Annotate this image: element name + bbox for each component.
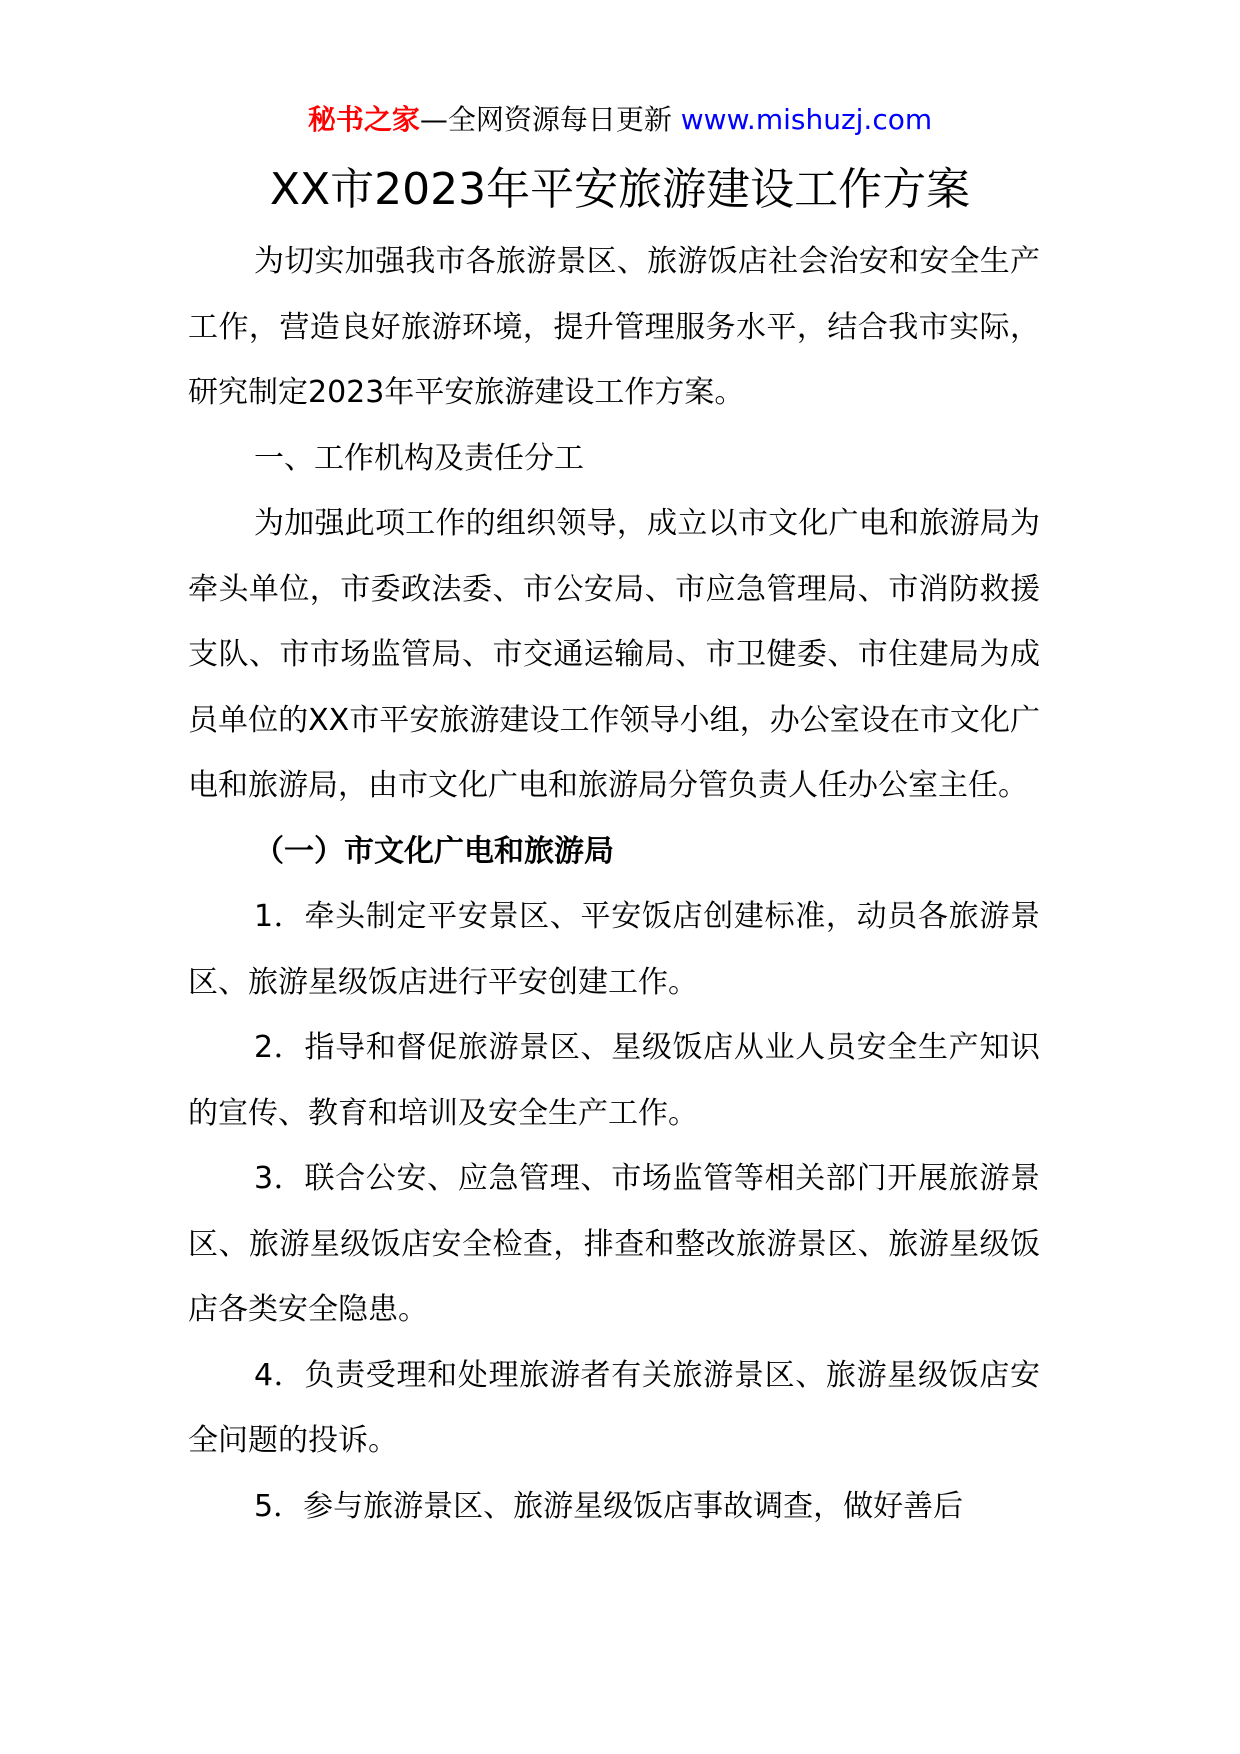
header-slogan: —全网资源每日更新	[419, 103, 681, 136]
section-1-paragraph: 为加强此项工作的组织领导，成立以市文化广电和旅游局为牵头单位，市委政法委、市公安局、市应急管理局、市消防救援支队、市市场监管局、市交通运输局、市卫健委、市住建局为成员单位的XX市平安旅游建设工作领导小组，办公室设在市文化广电和旅游局，由市文化广电和旅游局分管负责人任办公室主任。	[188, 506, 1040, 803]
site-url-link[interactable]: www.mishuzj.com	[680, 103, 933, 136]
list-item: 3．联合公安、应急管理、市场监管等相关部门开展旅游景区、旅游星级饭店安全检查，排查和整改旅游景区、旅游星级饭店各类安全隐患。	[188, 1161, 1040, 1327]
intro-paragraph: 为切实加强我市各旅游景区、旅游饭店社会治安和安全生产工作，营造良好旅游环境，提升管理服务水平，结合我市实际，研究制定2023年平安旅游建设工作方案。	[188, 244, 1040, 410]
section-heading-1: 一、工作机构及责任分工	[254, 440, 584, 476]
site-header	[0, 100, 1240, 140]
list-item: 4．负责受理和处理旅游者有关旅游景区、旅游星级饭店安全问题的投诉。	[188, 1357, 1040, 1458]
document-title: XX市2023年平安旅游建设工作方案	[269, 164, 971, 215]
list-item: 1．牵头制定平安景区、平安饭店创建标准，动员各旅游景区、旅游星级饭店进行平安创建工作。	[188, 899, 1040, 1000]
subsection-heading-1: （一）市文化广电和旅游局	[254, 833, 614, 869]
list-item: 5．参与旅游景区、旅游星级饭店事故调查，做好善后	[254, 1488, 964, 1524]
document-body	[188, 229, 1040, 1539]
brand-name: 秘书之家	[307, 103, 420, 136]
list-item: 2．指导和督促旅游景区、星级饭店从业人员安全生产知识的宣传、教育和培训及安全生产工作。	[188, 1030, 1040, 1131]
